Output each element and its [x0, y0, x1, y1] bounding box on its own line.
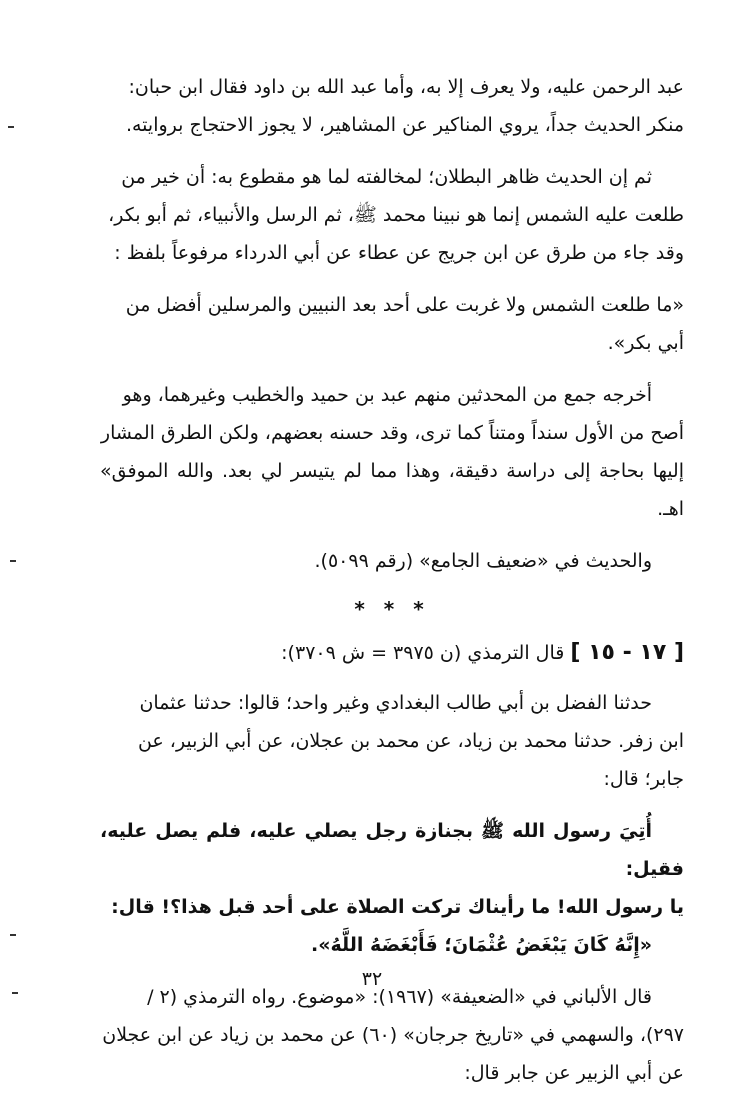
text-line: أبي بكر». [607, 332, 684, 354]
paragraph-4 [100, 376, 684, 528]
hadith-source: قال الترمذي (ن ٣٩٧٥ = ش ٣٧٠٩): [281, 642, 565, 664]
text-line: عبد الرحمن عليه، ولا يعرف إلا به، وأما عبد الله بن داود فقال ابن حبان: [128, 76, 684, 98]
margin-mark [10, 560, 16, 562]
text-line: أصح من الأول سنداً ومتناً كما ترى، وقد حسنه بعضهم، ولكن الطرق المشار [100, 422, 684, 444]
text-line: إليها بحاجة إلى دراسة دقيقة، وهذا مما لم يتيسر لي بعد. والله الموفق» اهـ. [100, 460, 684, 520]
commentary-paragraph [100, 978, 684, 1092]
text-line: منكر الحديث جداً، يروي المناكير عن المشاهير، لا يجوز الاحتجاج بروايته. [125, 114, 684, 136]
text-line: «إِنَّهُ كَانَ يَبْغَضُ عُثْمَانَ؛ فَأَبْغَضَهُ اللَّهُ». [311, 934, 652, 956]
quoted-hadith [100, 286, 684, 362]
text-line: عن أبي الزبير عن جابر قال: [464, 1062, 684, 1084]
hadith-heading [100, 634, 684, 672]
paragraph-2 [100, 158, 684, 272]
text-line: طلعت عليه الشمس إنما هو نبينا محمد ﷺ، ثم الرسل والأنبياء، ثم أبو بكر، [108, 204, 684, 226]
isnad-paragraph [100, 684, 684, 798]
margin-mark [8, 126, 14, 128]
section-separator: * * * [354, 597, 430, 621]
paragraph-1 [100, 68, 684, 144]
text-line: أخرجه جمع من المحدثين منهم عبد بن حميد والخطيب وغيرهما، وهو [122, 384, 652, 406]
text-line: وقد جاء من طرق عن ابن جريج عن عطاء عن أبي الدرداء مرفوعاً بلفظ : [114, 242, 684, 264]
text-line: حدثنا الفضل بن أبي طالب البغدادي وغير واحد؛ قالوا: حدثنا عثمان [139, 692, 652, 714]
text-line: ثم إن الحديث ظاهر البطلان؛ لمخالفته لما هو مقطوع به: أن خير من [121, 166, 652, 188]
hadith-number: [ ١٧ - ١٥ ] [570, 640, 684, 665]
text-line: أُتِيَ رسول الله ﷺ بجنازة رجل يصلي عليه، فلم يصل عليه، فقيل: [100, 820, 684, 880]
page-number: ٣٢ [361, 968, 383, 990]
margin-mark [12, 992, 18, 994]
text-line: ٢٩٧)، والسهمي في «تاريخ جرجان» (٦٠) عن محمد بن زياد عن ابن عجلان [102, 1024, 684, 1046]
paragraph-5 [100, 542, 684, 580]
text-line: «ما طلعت الشمس ولا غربت على أحد بعد النبيين والمرسلين أفضل من [125, 294, 684, 316]
text-line: جابر؛ قال: [603, 768, 684, 790]
text-line: والحديث في «ضعيف الجامع» (رقم ٥٠٩٩). [314, 550, 652, 572]
matn-paragraph [100, 812, 684, 964]
text-line: يا رسول الله! ما رأيناك تركت الصلاة على أحد قبل هذا؟! قال: [111, 896, 684, 918]
margin-mark [10, 934, 16, 936]
text-line: قال الألباني في «الضعيفة» (١٩٦٧): «موضوع. رواه الترمذي (٢ / [147, 986, 652, 1008]
text-line: ابن زفر. حدثنا محمد بن زياد، عن محمد بن عجلان، عن أبي الزبير، عن [137, 730, 684, 752]
document-body [100, 68, 684, 1106]
